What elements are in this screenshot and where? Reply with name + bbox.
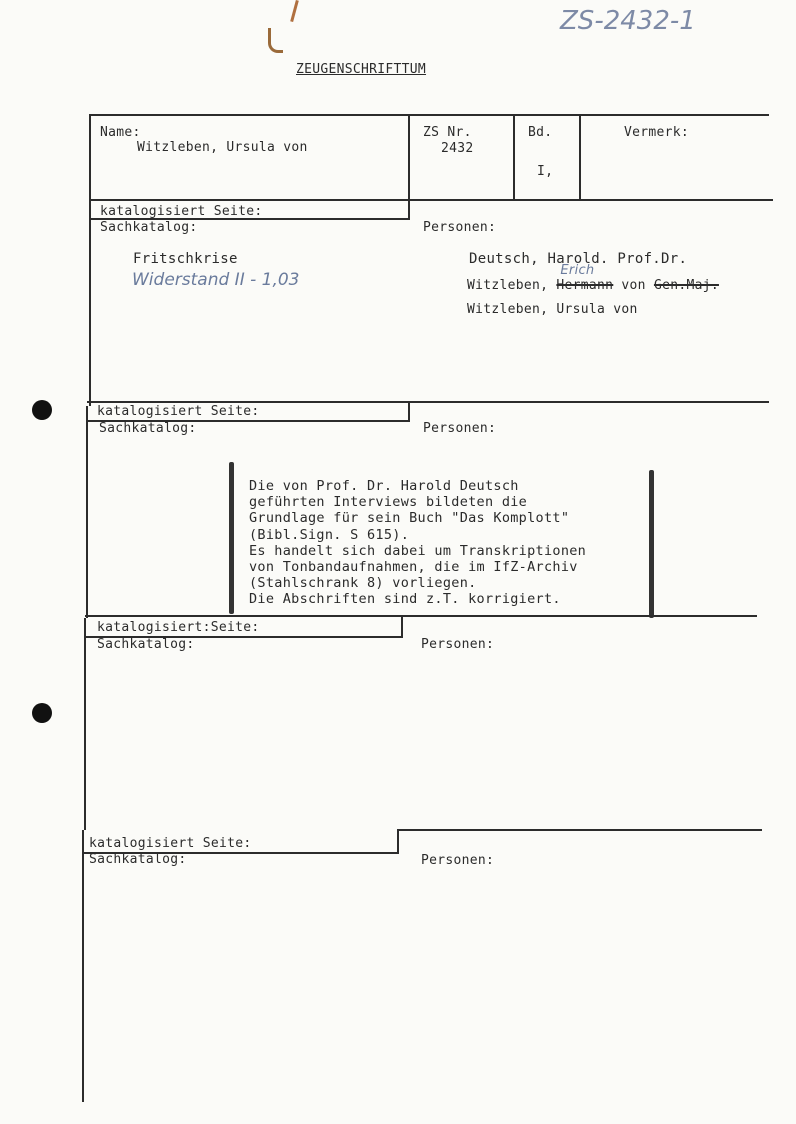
header-divider: [579, 114, 581, 200]
katalog-box-edge: [397, 829, 399, 853]
punch-hole: [32, 703, 52, 723]
left-border: [86, 406, 88, 618]
pen-mark: [290, 0, 299, 22]
zs-label: ZS Nr.: [423, 125, 472, 140]
katalog-label: katalogisiert Seite:: [97, 404, 260, 419]
note-line: Die von Prof. Dr. Harold Deutsch: [249, 478, 519, 494]
note-line: geführten Interviews bildeten die: [249, 494, 528, 511]
katalog-label: katalogisiert:Seite:: [97, 620, 260, 635]
zs-value: 2432: [441, 141, 474, 156]
note-bracket-left: [229, 462, 234, 614]
note-bracket-right: [649, 470, 654, 618]
katalog-label: katalogisiert Seite:: [89, 836, 252, 851]
person-prefix: Witzleben,: [467, 278, 557, 293]
note-line: von Tonbandaufnahmen, die im IfZ-Archiv: [249, 559, 578, 576]
name-label: Name:: [100, 125, 141, 140]
inserted-name: Erich: [560, 263, 595, 278]
sachkatalog-label: Sachkatalog:: [97, 637, 195, 652]
bd-label: Bd.: [528, 125, 553, 140]
sachkatalog-label: Sachkatalog:: [99, 421, 197, 436]
personen-label: Personen:: [421, 853, 495, 868]
katalog-box-edge: [401, 615, 403, 637]
sachkatalog-label: Sachkatalog:: [89, 852, 187, 867]
note-line: Grundlage für sein Buch "Das Komplott": [249, 510, 570, 527]
note-line: (Bibl.Sign. S 615).: [249, 526, 410, 543]
header-divider: [513, 114, 515, 200]
personen-label: Personen:: [421, 637, 495, 652]
katalog-label: katalogisiert Seite:: [100, 204, 263, 219]
note-line: Die Abschriften sind z.T. korrigiert.: [249, 591, 561, 608]
header-divider: [408, 114, 410, 200]
name-value: Witzleben, Ursula von: [137, 140, 308, 155]
personen-label: Personen:: [423, 220, 497, 235]
left-border: [82, 830, 84, 1102]
page-title: ZEUGENSCHRIFTTUM: [296, 62, 427, 77]
sach-entry: Fritschkrise: [133, 251, 238, 267]
person-mid: von: [613, 278, 654, 293]
header-bottom-rule: [89, 199, 773, 201]
note-block: [249, 478, 586, 608]
struck-rank: Gen.Maj.: [653, 278, 719, 293]
section-rule: [398, 829, 762, 831]
left-border: [89, 114, 91, 406]
katalog-box-edge: [408, 401, 410, 421]
sachkatalog-label: Sachkatalog:: [100, 220, 198, 235]
katalog-box-edge: [408, 200, 410, 219]
person-entry: Witzleben, Ursula von: [467, 302, 638, 317]
note-line: Es handelt sich dabei um Transkriptionen: [249, 542, 587, 559]
punch-hole: [32, 400, 52, 420]
left-border: [84, 618, 86, 830]
personen-label: Personen:: [423, 421, 497, 436]
section-rule: [87, 401, 769, 403]
sach-handwritten: Widerstand II - 1,03: [132, 270, 300, 290]
pen-mark: [268, 28, 283, 53]
bd-value: I,: [537, 164, 554, 179]
vermerk-label: Vermerk:: [624, 125, 690, 140]
note-line: (Stahlschrank 8) vorliegen.: [249, 575, 477, 592]
person-entry: [467, 263, 719, 293]
section-rule: [85, 615, 757, 617]
header-top-rule: [89, 114, 769, 116]
person-entry: Deutsch, Harold. Prof.Dr.: [469, 251, 688, 267]
archive-reference: ZS-2432-1: [560, 6, 696, 36]
struck-name: Hermann: [556, 278, 614, 293]
